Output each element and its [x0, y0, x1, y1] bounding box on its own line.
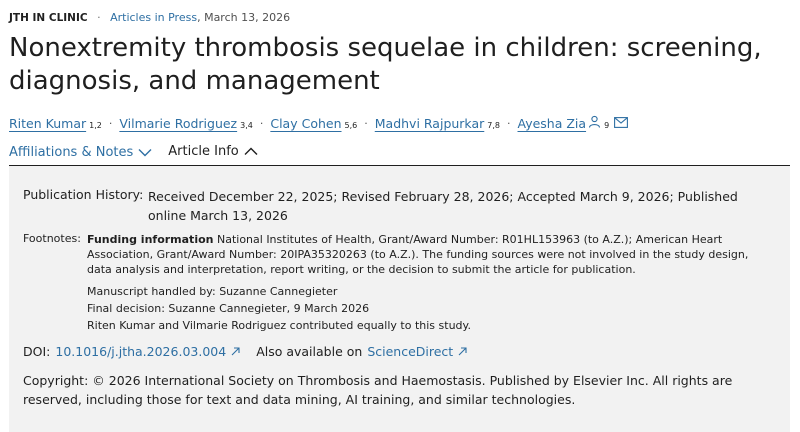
article-tabs — [9, 144, 258, 167]
email-icon-svg — [614, 117, 628, 128]
author-link[interactable]: Ayesha Zia — [517, 116, 587, 131]
funding-information — [87, 232, 757, 277]
article-title: Nonextremity thrombosis sequelae in children: screening, diagnosis, and management — [9, 33, 762, 96]
article-info-panel — [9, 166, 790, 432]
funding-heading: Funding information — [87, 233, 214, 246]
tab-affiliations-notes[interactable] — [9, 144, 152, 167]
external-link-icon[interactable] — [231, 344, 240, 359]
doi-link[interactable]: 10.1016/j.jtha.2026.03.004 — [55, 344, 227, 359]
author-item — [375, 116, 500, 131]
journal-section: JTH IN CLINIC — [9, 12, 88, 24]
meta-comma: , — [197, 11, 205, 24]
sciencedirect-link[interactable]: ScienceDirect — [367, 344, 454, 359]
author-item — [518, 115, 629, 131]
author-link[interactable]: Vilmarie Rodriguez — [119, 115, 238, 131]
author-separator: · — [364, 116, 368, 130]
author-separator: · — [507, 116, 511, 130]
person-icon[interactable] — [588, 115, 601, 131]
author-separator: · — [259, 116, 264, 130]
author-separator: · — [108, 116, 113, 130]
chevron-down-icon — [138, 148, 152, 157]
publication-date: March 13, 2026 — [204, 11, 291, 24]
doi-label: DOI: — [23, 344, 51, 359]
manuscript-handled-by: Manuscript handled by: Suzanne Cannegieter — [87, 285, 338, 298]
external-link-icon-svg — [458, 347, 467, 356]
author-link[interactable]: Riten Kumar — [9, 115, 87, 131]
publication-history — [23, 187, 768, 225]
author-link[interactable]: Madhvi Rajpurkar — [374, 115, 485, 131]
history-text: Received December 22, 2025; Revised February 28, 2026; Accepted March 9, 2026; Published online March 13, 2026 — [148, 189, 738, 223]
history-label: Publication History: — [23, 187, 144, 202]
person-icon-svg — [588, 115, 601, 128]
author-affiliation-sup[interactable]: 7,8 — [487, 120, 500, 130]
tab-article-info[interactable] — [168, 144, 257, 167]
copyright-notice: Copyright: © 2026 International Society on Thrombosis and Haemostasis. Published by Elsevier Inc. All rights are reserved, including those for text and data mining, AI training, and similar technologies. — [23, 373, 733, 407]
external-link-icon[interactable] — [458, 344, 467, 359]
article-meta-line — [9, 11, 290, 24]
footnotes-block — [23, 232, 757, 277]
meta-separator: · — [97, 11, 101, 24]
also-available-label: Also available on — [256, 344, 363, 359]
author-item — [270, 116, 357, 131]
tab-label: Affiliations & Notes — [9, 145, 134, 160]
author-affiliation-sup[interactable]: 3,4 — [240, 120, 253, 130]
external-link-icon-svg — [231, 347, 240, 356]
author-contribution-note: Riten Kumar and Vilmarie Rodriguez contributed equally to this study. — [87, 319, 471, 332]
email-icon[interactable] — [614, 116, 628, 131]
author-affiliation-sup[interactable]: 5,6 — [344, 120, 358, 130]
author-item — [119, 116, 253, 131]
tab-label: Article Info — [168, 144, 239, 159]
chevron-up-icon — [244, 147, 258, 156]
funding-text: National Institutes of Health, Grant/Award Number: R01HL153963 (to A.Z.); American Heart Association, Grant/Award Number: 20IPA35320263 (to A.Z.). The funding sources were not involved in the study design, data analysis and interpretation, report writing, or the decision to submit the article for publication. — [87, 233, 749, 276]
author-affiliation-sup[interactable]: 9 — [604, 121, 610, 130]
author-item — [9, 116, 102, 131]
final-decision: Final decision: Suzanne Cannegieter, 9 March 2026 — [87, 302, 370, 315]
author-link[interactable]: Clay Cohen — [270, 115, 342, 131]
author-affiliation-sup[interactable]: 1,2 — [89, 120, 102, 130]
footnotes-label: Footnotes: — [23, 232, 81, 245]
doi-line — [23, 344, 467, 359]
author-list — [9, 115, 628, 131]
articles-in-press-link[interactable]: Articles in Press — [110, 11, 198, 24]
